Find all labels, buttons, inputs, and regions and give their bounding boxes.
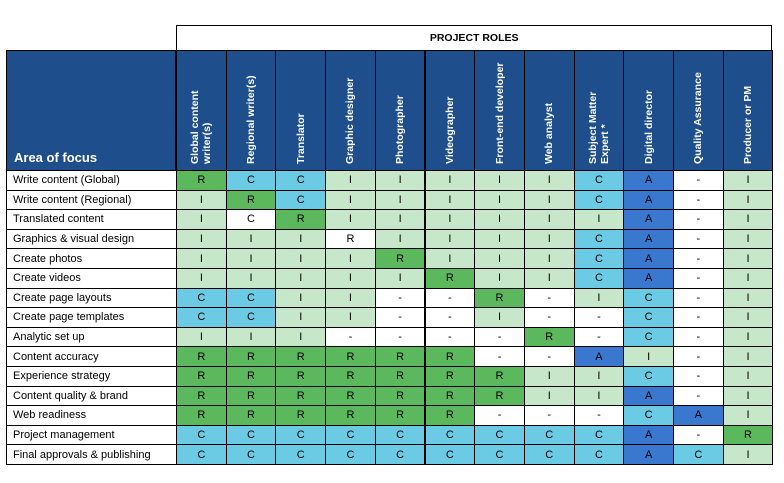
raci-cell-producer-or-pm: I <box>723 386 774 407</box>
raci-cell-web-analyst: - <box>524 288 575 309</box>
raci-cell-subject-matter-expert: C <box>574 425 625 446</box>
raci-cell-subject-matter-expert: C <box>574 268 625 289</box>
raci-cell-regional-writer: R <box>226 366 277 387</box>
raci-cell-digital-director: A <box>623 386 674 407</box>
raci-cell-front-end-developer: I <box>474 268 525 289</box>
area-of-focus-label: Create page templates <box>6 307 177 328</box>
raci-cell-graphic-designer: R <box>325 366 376 387</box>
role-header-regional-writer <box>226 50 277 171</box>
raci-cell-producer-or-pm: I <box>723 327 774 348</box>
raci-cell-translator: C <box>275 425 326 446</box>
raci-cell-front-end-developer: R <box>474 386 525 407</box>
raci-cell-digital-director: A <box>623 209 674 230</box>
raci-cell-regional-writer: R <box>226 405 277 426</box>
raci-cell-videographer: R <box>425 405 476 426</box>
raci-cell-videographer: I <box>425 170 476 191</box>
role-header-label: Producer or PM <box>742 85 755 164</box>
role-header-label: Graphic designer <box>344 77 357 164</box>
raci-cell-producer-or-pm: I <box>723 307 774 328</box>
raci-cell-global-content-writer: I <box>176 209 227 230</box>
role-header-translator <box>275 50 326 171</box>
raci-cell-quality-assurance: - <box>673 268 724 289</box>
raci-cell-quality-assurance: A <box>673 405 724 426</box>
role-header-label: Translator <box>294 113 307 164</box>
raci-cell-videographer: R <box>425 268 476 289</box>
raci-cell-photographer: I <box>375 268 426 289</box>
role-header-digital-director <box>623 50 674 171</box>
raci-cell-graphic-designer: C <box>325 425 376 446</box>
raci-cell-subject-matter-expert: C <box>574 229 625 250</box>
raci-cell-web-analyst: R <box>524 327 575 348</box>
raci-cell-front-end-developer: I <box>474 248 525 269</box>
area-of-focus-label: Analytic set up <box>6 327 177 348</box>
raci-cell-translator: C <box>275 190 326 211</box>
role-header-label: Regional writer(s) <box>245 75 258 164</box>
raci-cell-photographer: I <box>375 229 426 250</box>
raci-cell-digital-director: C <box>623 405 674 426</box>
role-header-label: Front-end developer <box>493 62 506 164</box>
raci-cell-regional-writer: C <box>226 288 277 309</box>
raci-cell-regional-writer: I <box>226 229 277 250</box>
raci-cell-web-analyst: - <box>524 405 575 426</box>
raci-cell-digital-director: C <box>623 288 674 309</box>
raci-cell-quality-assurance: - <box>673 190 724 211</box>
raci-cell-front-end-developer: I <box>474 170 525 191</box>
raci-cell-quality-assurance: - <box>673 425 724 446</box>
raci-cell-regional-writer: I <box>226 268 277 289</box>
raci-cell-graphic-designer: I <box>325 268 376 289</box>
raci-cell-front-end-developer: I <box>474 307 525 328</box>
raci-cell-global-content-writer: R <box>176 170 227 191</box>
raci-cell-photographer: R <box>375 405 426 426</box>
raci-cell-photographer: R <box>375 366 426 387</box>
role-header-label: Expert * <box>598 124 611 164</box>
raci-cell-videographer: R <box>425 366 476 387</box>
raci-cell-graphic-designer: - <box>325 327 376 348</box>
raci-cell-global-content-writer: I <box>176 190 227 211</box>
raci-cell-producer-or-pm: I <box>723 366 774 387</box>
raci-cell-web-analyst: C <box>524 444 575 465</box>
role-header-label: writer(s) <box>201 122 214 164</box>
raci-cell-translator: I <box>275 307 326 328</box>
raci-cell-producer-or-pm: I <box>723 268 774 289</box>
raci-cell-videographer: C <box>425 425 476 446</box>
raci-cell-digital-director: C <box>623 366 674 387</box>
role-header-label: Digital director <box>642 89 655 164</box>
raci-cell-web-analyst: I <box>524 190 575 211</box>
raci-cell-quality-assurance: - <box>673 229 724 250</box>
raci-cell-web-analyst: I <box>524 229 575 250</box>
raci-cell-web-analyst: I <box>524 386 575 407</box>
raci-cell-producer-or-pm: I <box>723 346 774 367</box>
raci-cell-quality-assurance: - <box>673 170 724 191</box>
raci-cell-graphic-designer: I <box>325 209 376 230</box>
raci-cell-quality-assurance: C <box>673 444 724 465</box>
raci-cell-producer-or-pm: I <box>723 190 774 211</box>
raci-cell-translator: I <box>275 327 326 348</box>
area-of-focus-label: Content quality & brand <box>6 386 177 407</box>
raci-cell-translator: R <box>275 209 326 230</box>
raci-cell-producer-or-pm: I <box>723 170 774 191</box>
raci-cell-translator: C <box>275 170 326 191</box>
raci-cell-translator: R <box>275 346 326 367</box>
area-of-focus-label: Create photos <box>6 248 177 269</box>
raci-cell-subject-matter-expert: C <box>574 170 625 191</box>
raci-cell-subject-matter-expert: I <box>574 386 625 407</box>
raci-cell-photographer: R <box>375 386 426 407</box>
raci-cell-producer-or-pm: I <box>723 229 774 250</box>
raci-cell-global-content-writer: C <box>176 307 227 328</box>
raci-cell-photographer: R <box>375 248 426 269</box>
raci-cell-graphic-designer: R <box>325 229 376 250</box>
raci-cell-regional-writer: I <box>226 248 277 269</box>
area-of-focus-label: Create videos <box>6 268 177 289</box>
raci-cell-digital-director: A <box>623 268 674 289</box>
raci-cell-subject-matter-expert: A <box>574 346 625 367</box>
raci-cell-web-analyst: - <box>524 346 575 367</box>
raci-cell-videographer: I <box>425 209 476 230</box>
raci-cell-quality-assurance: - <box>673 288 724 309</box>
raci-cell-videographer: I <box>425 229 476 250</box>
raci-cell-regional-writer: I <box>226 327 277 348</box>
raci-cell-front-end-developer: I <box>474 209 525 230</box>
raci-cell-global-content-writer: C <box>176 444 227 465</box>
role-header-label: Global content <box>189 90 202 164</box>
raci-cell-front-end-developer: I <box>474 190 525 211</box>
raci-cell-web-analyst: - <box>524 307 575 328</box>
role-header-videographer <box>425 50 476 171</box>
raci-cell-photographer: C <box>375 425 426 446</box>
raci-cell-videographer: I <box>425 248 476 269</box>
raci-cell-subject-matter-expert: I <box>574 288 625 309</box>
raci-cell-digital-director: A <box>623 170 674 191</box>
raci-cell-photographer: R <box>375 346 426 367</box>
raci-cell-digital-director: C <box>623 327 674 348</box>
area-of-focus-label: Web readiness <box>6 405 177 426</box>
raci-cell-regional-writer: R <box>226 190 277 211</box>
project-roles-title: PROJECT ROLES <box>176 25 772 51</box>
raci-cell-photographer: C <box>375 444 426 465</box>
role-header-global-content-writer <box>176 50 227 171</box>
role-header-label: Quality Assurance <box>692 72 705 164</box>
raci-cell-translator: I <box>275 229 326 250</box>
raci-cell-videographer: - <box>425 288 476 309</box>
area-of-focus-label: Write content (Regional) <box>6 190 177 211</box>
raci-cell-photographer: I <box>375 170 426 191</box>
raci-cell-digital-director: I <box>623 346 674 367</box>
raci-cell-web-analyst: I <box>524 209 575 230</box>
raci-cell-quality-assurance: - <box>673 386 724 407</box>
raci-cell-quality-assurance: - <box>673 307 724 328</box>
raci-cell-front-end-developer: - <box>474 405 525 426</box>
raci-cell-global-content-writer: I <box>176 248 227 269</box>
raci-cell-subject-matter-expert: I <box>574 366 625 387</box>
raci-cell-photographer: - <box>375 307 426 328</box>
area-of-focus-label: Write content (Global) <box>6 170 177 191</box>
area-of-focus-label: Experience strategy <box>6 366 177 387</box>
raci-cell-producer-or-pm: R <box>723 425 774 446</box>
area-of-focus-label: Create page layouts <box>6 288 177 309</box>
raci-cell-translator: R <box>275 366 326 387</box>
raci-cell-quality-assurance: - <box>673 209 724 230</box>
raci-cell-digital-director: A <box>623 425 674 446</box>
role-header-graphic-designer <box>325 50 376 171</box>
role-header-label: Photographer <box>394 95 407 164</box>
role-header-producer-or-pm <box>723 50 774 171</box>
raci-cell-regional-writer: C <box>226 425 277 446</box>
raci-cell-photographer: I <box>375 190 426 211</box>
raci-cell-subject-matter-expert: - <box>574 307 625 328</box>
role-header-label: Subject Matter <box>586 91 599 164</box>
raci-cell-photographer: - <box>375 288 426 309</box>
raci-cell-graphic-designer: R <box>325 346 376 367</box>
raci-cell-web-analyst: I <box>524 170 575 191</box>
role-header-quality-assurance <box>673 50 724 171</box>
role-header-photographer <box>375 50 426 171</box>
role-header-label: Videographer <box>443 96 456 164</box>
raci-cell-graphic-designer: I <box>325 307 376 328</box>
raci-cell-graphic-designer: I <box>325 248 376 269</box>
raci-cell-videographer: - <box>425 307 476 328</box>
raci-cell-digital-director: A <box>623 248 674 269</box>
role-header-front-end-developer <box>474 50 525 171</box>
raci-cell-translator: I <box>275 268 326 289</box>
raci-cell-videographer: C <box>425 444 476 465</box>
raci-cell-subject-matter-expert: - <box>574 405 625 426</box>
raci-cell-producer-or-pm: I <box>723 248 774 269</box>
area-of-focus-header: Area of focus <box>6 50 176 171</box>
raci-cell-global-content-writer: I <box>176 268 227 289</box>
raci-cell-digital-director: A <box>623 444 674 465</box>
raci-cell-front-end-developer: - <box>474 346 525 367</box>
raci-cell-videographer: R <box>425 346 476 367</box>
raci-cell-graphic-designer: I <box>325 170 376 191</box>
raci-cell-graphic-designer: R <box>325 405 376 426</box>
raci-cell-producer-or-pm: I <box>723 405 774 426</box>
role-header-subject-matter-expert <box>574 50 625 171</box>
role-header-web-analyst <box>524 50 575 171</box>
area-of-focus-label: Translated content <box>6 209 177 230</box>
raci-cell-digital-director: A <box>623 190 674 211</box>
raci-cell-front-end-developer: R <box>474 366 525 387</box>
raci-cell-producer-or-pm: I <box>723 288 774 309</box>
raci-cell-translator: R <box>275 405 326 426</box>
raci-cell-subject-matter-expert: C <box>574 444 625 465</box>
raci-cell-producer-or-pm: I <box>723 444 774 465</box>
raci-cell-front-end-developer: - <box>474 327 525 348</box>
raci-cell-producer-or-pm: I <box>723 209 774 230</box>
raci-cell-global-content-writer: R <box>176 366 227 387</box>
raci-cell-graphic-designer: C <box>325 444 376 465</box>
area-of-focus-label: Content accuracy <box>6 346 177 367</box>
raci-cell-global-content-writer: I <box>176 327 227 348</box>
role-header-label: Web analyst <box>543 102 556 164</box>
raci-cell-regional-writer: C <box>226 307 277 328</box>
raci-cell-translator: I <box>275 288 326 309</box>
raci-cell-global-content-writer: C <box>176 425 227 446</box>
raci-cell-quality-assurance: - <box>673 346 724 367</box>
raci-cell-translator: C <box>275 444 326 465</box>
raci-cell-web-analyst: I <box>524 248 575 269</box>
raci-cell-front-end-developer: R <box>474 288 525 309</box>
raci-cell-graphic-designer: I <box>325 288 376 309</box>
raci-cell-translator: I <box>275 248 326 269</box>
raci-cell-translator: R <box>275 386 326 407</box>
raci-cell-subject-matter-expert: C <box>574 190 625 211</box>
raci-cell-global-content-writer: I <box>176 229 227 250</box>
raci-cell-global-content-writer: R <box>176 346 227 367</box>
raci-cell-videographer: I <box>425 190 476 211</box>
raci-cell-quality-assurance: - <box>673 366 724 387</box>
raci-cell-global-content-writer: C <box>176 288 227 309</box>
raci-cell-front-end-developer: I <box>474 229 525 250</box>
raci-cell-videographer: - <box>425 327 476 348</box>
raci-cell-global-content-writer: R <box>176 405 227 426</box>
raci-cell-subject-matter-expert: I <box>574 209 625 230</box>
area-of-focus-label: Final approvals & publishing <box>6 444 177 465</box>
raci-cell-regional-writer: C <box>226 170 277 191</box>
raci-cell-global-content-writer: R <box>176 386 227 407</box>
area-of-focus-label: Project management <box>6 425 177 446</box>
raci-cell-videographer: R <box>425 386 476 407</box>
raci-cell-regional-writer: R <box>226 346 277 367</box>
raci-cell-photographer: I <box>375 209 426 230</box>
raci-cell-digital-director: C <box>623 307 674 328</box>
raci-cell-front-end-developer: C <box>474 425 525 446</box>
raci-cell-web-analyst: I <box>524 268 575 289</box>
raci-cell-graphic-designer: R <box>325 386 376 407</box>
raci-cell-regional-writer: C <box>226 209 277 230</box>
raci-cell-regional-writer: R <box>226 386 277 407</box>
raci-cell-web-analyst: I <box>524 366 575 387</box>
raci-cell-subject-matter-expert: - <box>574 327 625 348</box>
raci-cell-graphic-designer: I <box>325 190 376 211</box>
area-of-focus-label: Graphics & visual design <box>6 229 177 250</box>
raci-cell-quality-assurance: - <box>673 248 724 269</box>
raci-cell-web-analyst: C <box>524 425 575 446</box>
raci-cell-digital-director: A <box>623 229 674 250</box>
raci-cell-regional-writer: C <box>226 444 277 465</box>
raci-cell-front-end-developer: C <box>474 444 525 465</box>
raci-cell-subject-matter-expert: C <box>574 248 625 269</box>
raci-cell-quality-assurance: - <box>673 327 724 348</box>
raci-cell-photographer: - <box>375 327 426 348</box>
